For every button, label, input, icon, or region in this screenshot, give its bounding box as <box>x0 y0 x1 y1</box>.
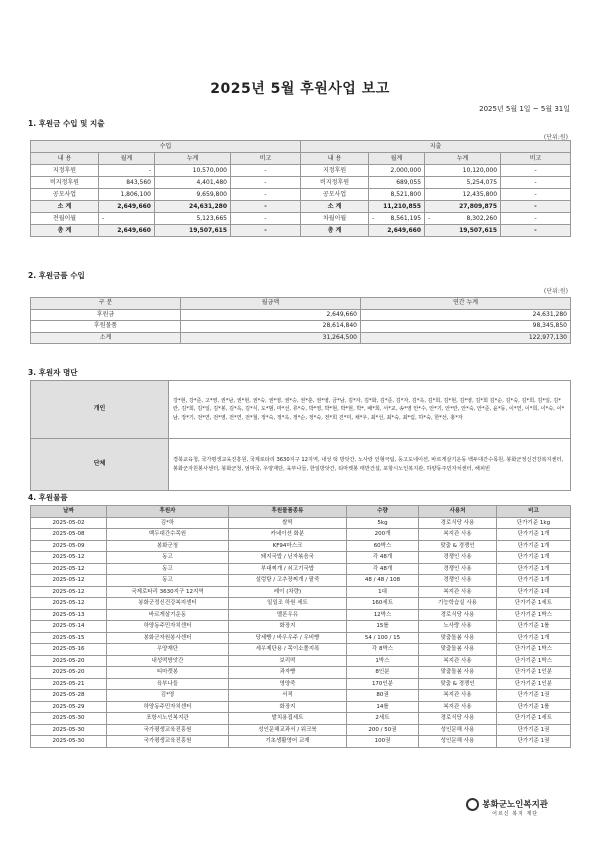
cell: 19,507,615 <box>155 225 231 237</box>
cell: 122,977,130 <box>361 332 571 344</box>
cell: 맞춤 & 경쟁인 <box>419 540 497 552</box>
cell: 843,560 <box>99 177 155 189</box>
cell <box>425 213 501 225</box>
cell: 동고 <box>107 563 229 575</box>
col-header: 누계 <box>425 153 501 165</box>
cell: 경쟁인 사용 <box>419 575 497 587</box>
cell: 단가기준 1인분 <box>497 667 571 679</box>
cell: 2025-05-21 <box>31 678 107 690</box>
cell: 2025-05-12 <box>31 552 107 564</box>
cell: 단가기준 1개 <box>497 540 571 552</box>
table-row <box>31 655 571 667</box>
table-row <box>31 309 571 321</box>
donor-list-table <box>30 380 571 491</box>
cell: 각 48개 <box>347 552 419 564</box>
cell: - <box>501 201 571 213</box>
donated-goods-table <box>30 505 571 748</box>
cell: 27,809,875 <box>425 201 501 213</box>
cell: 복지관 사용 <box>419 586 497 598</box>
cell: 단가기준 1롤 <box>497 701 571 713</box>
group-donors: 경북교육청, 국가평생교육진흥원, 국제로타리 3630지구 12지역, 내성 떡 방앗간, 노사랑 인형극팀, 동고도네이션, 바르게살기운동 백두대간수목원, 봉화군정신건강복지센터, 봉화군자원봉사센터, 봉화군청, 엄막국, 우양재단, 육부나들, 한일방앗간, 티마켓봉 태반건설, 포항시노인복지관, 하양동주민자치센터, 해피빈 <box>169 439 571 491</box>
cell: 2025-05-02 <box>31 517 107 529</box>
table-row <box>31 165 571 177</box>
cell: 단가기준 1권 <box>497 736 571 748</box>
cell: - <box>231 177 301 189</box>
col-header: 비고 <box>231 153 301 165</box>
income-expense-table <box>30 140 571 237</box>
cell: 80권 <box>347 690 419 702</box>
cell: 단가기준 1박스 <box>497 609 571 621</box>
cell: 2025-05-29 <box>31 701 107 713</box>
cell: 공모사업 <box>31 189 99 201</box>
cell: 2,649,660 <box>99 225 155 237</box>
cell: 단가기준 1권 <box>497 690 571 702</box>
cell: 단가기준 1대 <box>497 586 571 598</box>
cell: 1,806,100 <box>99 189 155 201</box>
cell: - <box>231 201 301 213</box>
cell: 2025-05-15 <box>31 632 107 644</box>
cell: 경쟁인 사용 <box>419 552 497 564</box>
cell: 2025-05-14 <box>31 621 107 633</box>
cell: 백두대간수목원 <box>107 529 229 541</box>
cell: 2025-05-12 <box>31 586 107 598</box>
cell: 단가기준 1롤 <box>497 621 571 633</box>
section-1-heading: 1. 후원금 수입 및 지출 <box>28 119 105 128</box>
cell: 2025-05-13 <box>31 609 107 621</box>
cell: 쌀떡 <box>229 517 347 529</box>
cell: 98,345,850 <box>361 321 571 333</box>
cell: 보리떡 <box>229 655 347 667</box>
cell <box>369 213 425 225</box>
cell: 단가기준 1박스 <box>497 655 571 667</box>
cell: 총 계 <box>31 225 99 237</box>
cell: 19,507,615 <box>425 225 501 237</box>
cell: 김*하 <box>107 517 229 529</box>
cell: 170인분 <box>347 678 419 690</box>
cell: 발치용접세트 <box>229 713 347 725</box>
cell: 하양동주민자치센터 <box>107 701 229 713</box>
table-row <box>31 701 571 713</box>
cell: - <box>501 189 571 201</box>
cell: 9,659,800 <box>155 189 231 201</box>
cell: 소계 <box>31 332 181 344</box>
section-1-unit: (단위:원) <box>543 134 568 141</box>
cell: 하양동주민자치센터 <box>107 621 229 633</box>
cell: - <box>99 165 155 177</box>
personal-label: 개인 <box>31 381 169 439</box>
income-header: 수입 <box>31 141 301 153</box>
table-row <box>31 189 571 201</box>
cell: 100권 <box>347 736 419 748</box>
section-3-heading: 3. 후원자 명단 <box>28 368 78 377</box>
cell: 2025-05-12 <box>31 575 107 587</box>
subtotal-row <box>31 201 571 213</box>
page-title: 2025년 5월 후원사업 보고 <box>210 81 390 97</box>
cell: 전월이월 <box>31 213 99 225</box>
total-row <box>31 225 571 237</box>
cell: 경쟁인 사용 <box>419 563 497 575</box>
cell: 우양재단 <box>107 644 229 656</box>
cell: 2세트 <box>347 713 419 725</box>
cell: 2025-05-12 <box>31 598 107 610</box>
col-header: 내 용 <box>301 153 369 165</box>
cell: 기능학습실 사용 <box>419 598 497 610</box>
cell: 2025-05-16 <box>31 644 107 656</box>
cell: 성인문해 사용 <box>419 736 497 748</box>
cell: 2025-05-12 <box>31 563 107 575</box>
col-header: 비고 <box>501 153 571 165</box>
cell: 맞춤돌봄 사용 <box>419 632 497 644</box>
cell: 단가기준 1개 <box>497 529 571 541</box>
cell: 지정후원 <box>301 165 369 177</box>
cell: 비지정후원 <box>31 177 99 189</box>
cell: 경로식당 사용 <box>419 517 497 529</box>
cell: 각 8박스 <box>347 644 419 656</box>
table-row <box>31 632 571 644</box>
cell: 과자빵 <box>229 667 347 679</box>
cell: 1박스 <box>347 655 419 667</box>
cell: 54 / 100 / 15 <box>347 632 419 644</box>
cell: 11,210,855 <box>369 201 425 213</box>
cell: 15롤 <box>347 621 419 633</box>
cell: KF94마스크 <box>229 540 347 552</box>
col-header: 연간 누계 <box>361 298 571 310</box>
table-row <box>31 552 571 564</box>
cell: 5,254,075 <box>425 177 501 189</box>
cell: 카네이션 화분 <box>229 529 347 541</box>
value: 8,302,260 <box>466 215 498 222</box>
table-row <box>31 621 571 633</box>
dash: - <box>428 215 431 222</box>
cell: 총 계 <box>301 225 369 237</box>
logo-subtitle: 어르신 복지 재단 <box>492 811 539 817</box>
col-header: 날짜 <box>31 506 107 518</box>
cell: 봉화군자원봉사센터 <box>107 632 229 644</box>
cell: 31,264,500 <box>181 332 361 344</box>
cell: 맞춤돌봄 사용 <box>419 667 497 679</box>
cell: 국제로타리 3630지구 12지역 <box>107 586 229 598</box>
cell: 4,401,480 <box>155 177 231 189</box>
cell: 2025-05-20 <box>31 655 107 667</box>
cell: 복지관 사용 <box>419 655 497 667</box>
cell: - <box>501 165 571 177</box>
table-row <box>31 690 571 702</box>
table-row <box>31 540 571 552</box>
table-row <box>31 517 571 529</box>
cell: 기초생활영어 교재 <box>229 736 347 748</box>
cell: 단가기준 1개 <box>497 552 571 564</box>
col-header: 수량 <box>347 506 419 518</box>
cell: 단가기준 1개 <box>497 575 571 587</box>
cell: 멜론우유 <box>229 609 347 621</box>
cell: 포항시노인복지관 <box>107 713 229 725</box>
subtotal-row <box>31 332 571 344</box>
cell: 2025-05-30 <box>31 736 107 748</box>
cell: 2025-05-30 <box>31 713 107 725</box>
cell: 서적 <box>229 690 347 702</box>
col-header: 누계 <box>155 153 231 165</box>
table-row <box>31 177 571 189</box>
cell: 성인문해 사용 <box>419 724 497 736</box>
cell: 160세트 <box>347 598 419 610</box>
cell: 경로식당 사용 <box>419 713 497 725</box>
cell: 48 / 48 / 108 <box>347 575 419 587</box>
cell: 소 계 <box>31 201 99 213</box>
cell: 2025-05-09 <box>31 540 107 552</box>
cell: 동고 <box>107 575 229 587</box>
col-header: 사용처 <box>419 506 497 518</box>
cell: 2,000,000 <box>369 165 425 177</box>
cell: 단가기준 1박스 <box>497 644 571 656</box>
cell: 바르게살기운동 <box>107 609 229 621</box>
table-row <box>31 678 571 690</box>
cell: 200개 <box>347 529 419 541</box>
col-header: 내 용 <box>31 153 99 165</box>
logo-name: 봉화군노인복지관 <box>482 800 548 810</box>
cell: 5kg <box>347 517 419 529</box>
cell: 10,570,000 <box>155 165 231 177</box>
cell: 노사랑 사용 <box>419 621 497 633</box>
logo-mark-icon <box>466 798 479 811</box>
cell: 공모사업 <box>301 189 369 201</box>
cell: 2025-05-20 <box>31 667 107 679</box>
cell: 돼지국밥 / 닌자볶음국 <box>229 552 347 564</box>
cell: 689,055 <box>369 177 425 189</box>
cell: 2025-05-30 <box>31 724 107 736</box>
section-2-unit: (단위:원) <box>543 288 568 295</box>
cell: 동고 <box>107 552 229 564</box>
col-header: 월금액 <box>181 298 361 310</box>
cell: 단가기준 1세트 <box>497 713 571 725</box>
table-row <box>31 575 571 587</box>
cell: 설렁탕 / 고추장찌개 / 팥죽 <box>229 575 347 587</box>
cell: 12박스 <box>347 609 419 621</box>
cell: 각 48개 <box>347 563 419 575</box>
col-header: 구 분 <box>31 298 181 310</box>
table-row <box>31 724 571 736</box>
cell: 맞춤 & 경쟁인 <box>419 678 497 690</box>
cell: 12,435,800 <box>425 189 501 201</box>
cell: 복지관 사용 <box>419 529 497 541</box>
cell: 국가평생교육진흥원 <box>107 736 229 748</box>
cell: 60박스 <box>347 540 419 552</box>
cell: 2025-05-08 <box>31 529 107 541</box>
cell: 2,649,660 <box>369 225 425 237</box>
cell: 단가기준 1인분 <box>497 678 571 690</box>
group-label: 단체 <box>31 439 169 491</box>
table-row <box>31 644 571 656</box>
cell: 김*영 <box>107 690 229 702</box>
cell: 1대 <box>347 586 419 598</box>
report-period: 2025년 5월 1일 ~ 5월 31일 <box>479 105 570 113</box>
table-row <box>31 667 571 679</box>
table-row <box>31 713 571 725</box>
cell: 복지관 사용 <box>419 690 497 702</box>
value: 8,561,195 <box>390 215 422 222</box>
cell: 2,649,660 <box>99 201 155 213</box>
table-row <box>31 736 571 748</box>
table-row <box>31 563 571 575</box>
cell: 2025-05-28 <box>31 690 107 702</box>
dash: - <box>372 215 375 222</box>
cell: 내성떡방앗간 <box>107 655 229 667</box>
cell: 세우제단용 / 목이소폴지폭 <box>229 644 347 656</box>
cell: 200 / 50권 <box>347 724 419 736</box>
personal-donors: 강*현, 강*준, 고*영, 권*남, 권*현, 권*숙, 권*영, 권*승, 권*훈, 권*영, 금*남, 김*자, 김*화, 김*준, 김*자, 김*옥, 김*희, 김*현, 김*영, 김*희 김*순, 김*숙, 김*희, 김*일, 김*란, 김*희, 김*일, 김*봉, 김*옥, 김*식, 도*범, 마*선, 류*숙, 박*영, 박*현, 박*현, 박*, 배*희, 서*교, 송*영 안*수, 안*기, 안*란, 안*숙, 안*준, 윤*동, 이*연, 이*희, 이*숙, 이*남, 장*기, 전*연, 전*영, 전*연, 전*철, 정*숙, 정*옥, 정*순, 정*숙, 전*희 진*미, 채*우, 최*선, 최*숙, 최*림, 하*숙, 한*선, 홍*자 <box>169 381 571 439</box>
cell: 봉화군청 <box>107 540 229 552</box>
col-header: 월계 <box>369 153 425 165</box>
cell: 14롤 <box>347 701 419 713</box>
cell: 28,614,840 <box>181 321 361 333</box>
cell: 후원금 <box>31 309 181 321</box>
cell: 24,631,280 <box>361 309 571 321</box>
table-row <box>31 598 571 610</box>
carryover-row <box>31 213 571 225</box>
cell: 화장지 <box>229 621 347 633</box>
organization-logo <box>482 798 548 817</box>
col-header: 월계 <box>99 153 155 165</box>
cell: - <box>231 165 301 177</box>
cell: 단가기준 1개 <box>497 563 571 575</box>
cell: - <box>231 189 301 201</box>
col-header: 후원자 <box>107 506 229 518</box>
cell: - <box>501 213 571 225</box>
cell: 당세빵 / 바우우주 / 우비빵 <box>229 632 347 644</box>
col-header: 후원물품종류 <box>229 506 347 518</box>
table-row <box>31 529 571 541</box>
cell: 성인문해교과서 / 워크북 <box>229 724 347 736</box>
cell: 8,521,800 <box>369 189 425 201</box>
cell: 부대찌개 / 쇠고기국밥 <box>229 563 347 575</box>
expense-header: 지출 <box>301 141 571 153</box>
table-row <box>31 609 571 621</box>
cell: 일일조 하원 세트 <box>229 598 347 610</box>
cell: 차월이월 <box>301 213 369 225</box>
cell: 맞춤돌봄 사용 <box>419 644 497 656</box>
cell: 복지관 사용 <box>419 701 497 713</box>
cell: 지정후원 <box>31 165 99 177</box>
cell: - <box>501 225 571 237</box>
cell: - <box>231 213 301 225</box>
cell: - <box>231 225 301 237</box>
cell: 영양죽 <box>229 678 347 690</box>
col-header: 비고 <box>497 506 571 518</box>
cell: 단가기준 1kg <box>497 517 571 529</box>
cell: 화장지 <box>229 701 347 713</box>
cell: 경로식당 사용 <box>419 609 497 621</box>
cell: 후원물품 <box>31 321 181 333</box>
cell: 24,631,280 <box>155 201 231 213</box>
cell: 8인분 <box>347 667 419 679</box>
cell: 레이 (차량) <box>229 586 347 598</box>
cell: 육부나들 <box>107 678 229 690</box>
cell: - <box>99 213 155 225</box>
cell: 봉화군정신건강복지센터 <box>107 598 229 610</box>
cell: 단가기준 1세트 <box>497 598 571 610</box>
cell: 단가기준 1권 <box>497 724 571 736</box>
cell: - <box>501 177 571 189</box>
table-row <box>31 321 571 333</box>
cell: 10,120,000 <box>425 165 501 177</box>
donation-income-table <box>30 297 571 344</box>
cell: 소 계 <box>301 201 369 213</box>
cell: 비지정후원 <box>301 177 369 189</box>
table-row <box>31 586 571 598</box>
cell: 5,123,665 <box>155 213 231 225</box>
cell: 단가기준 1개 <box>497 632 571 644</box>
cell: 티마켓봉 <box>107 667 229 679</box>
section-4-heading: 4. 후원물품 <box>28 493 68 502</box>
cell: 2,649,660 <box>181 309 361 321</box>
section-2-heading: 2. 후원금품 수입 <box>28 271 85 280</box>
cell: 국가평생교육진흥원 <box>107 724 229 736</box>
